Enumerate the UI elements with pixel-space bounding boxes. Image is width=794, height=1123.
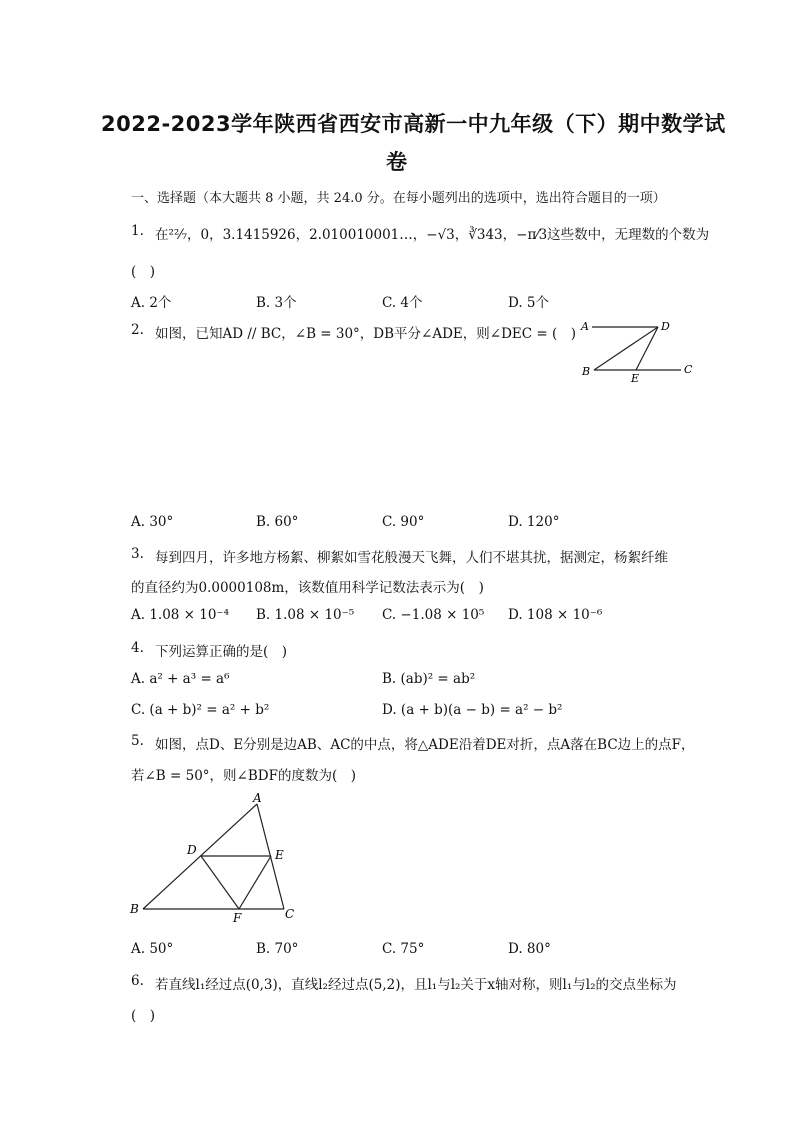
page-title-line2: 卷	[386, 150, 408, 174]
question-2-option-d: D. 120°	[508, 514, 560, 530]
question-1-option-a: A. 2个	[131, 295, 172, 311]
question-6-text: 若直线l₁经过点(0,3)，直线l₂经过点(5,2)，且l₁与l₂关于x轴对称，则l₁与l₂的交点坐标为	[155, 977, 677, 993]
label-d: D	[187, 843, 197, 857]
question-4-option-b: B. (ab)² = ab²	[382, 671, 476, 687]
label-e: E	[275, 848, 284, 862]
question-1-bracket: ( )	[131, 264, 156, 280]
label-a: A	[581, 320, 589, 333]
question-5-option-a: A. 50°	[131, 941, 174, 957]
question-3-text-line2: 的直径约为0.0000108m，该数值用科学记数法表示为( )	[131, 580, 484, 596]
question-4-number: 4.	[131, 640, 144, 656]
question-2-figure	[578, 315, 698, 385]
question-2-option-c: C. 90°	[382, 514, 425, 530]
question-3-number: 3.	[131, 546, 144, 562]
page-title-line1: 2022-2023学年陕西省西安市高新一中九年级（下）期中数学试	[101, 112, 726, 136]
question-5-text-line2: 若∠B = 50°，则∠BDF的度数为( )	[131, 768, 357, 784]
question-3-option-b: B. 1.08 × 10⁻⁵	[256, 607, 355, 623]
label-c: C	[684, 363, 693, 376]
label-a: A	[253, 791, 262, 805]
section-header: 一、选择题（本大题共 8 小题，共 24.0 分。在每小题列出的选项中，选出符合题目的一项）	[131, 191, 666, 206]
question-6-number: 6.	[131, 973, 144, 989]
segment-df	[201, 856, 239, 909]
question-3-text-line1: 每到四月，许多地方杨絮、柳絮如雪花般漫天飞舞，人们不堪其扰，据测定，杨絮纤维	[155, 550, 668, 566]
question-2-text: 如图，已知AD // BC，∠B = 30°，DB平分∠ADE，则∠DEC = ( )	[155, 326, 577, 342]
question-4-option-c: C. (a + b)² = a² + b²	[131, 702, 270, 718]
question-2-option-a: A. 30°	[131, 514, 174, 530]
question-3-option-d: D. 108 × 10⁻⁶	[508, 607, 603, 623]
question-5-figure	[125, 790, 310, 925]
segment-ef	[239, 856, 271, 909]
question-6-bracket: ( )	[131, 1008, 156, 1024]
label-d: D	[661, 320, 670, 333]
question-3-option-a: A. 1.08 × 10⁻⁴	[131, 607, 230, 623]
line-de	[636, 327, 658, 370]
question-4-option-a: A. a² + a³ = a⁶	[131, 671, 230, 687]
label-c: C	[285, 907, 295, 921]
question-1-option-c: C. 4个	[382, 295, 423, 311]
question-2-option-b: B. 60°	[256, 514, 299, 530]
question-5-text-line1: 如图，点D、E分别是边AB、AC的中点，将△ADE沿着DE对折，点A落在BC边上的点F，	[155, 737, 695, 753]
question-5-option-d: D. 80°	[508, 941, 551, 957]
question-1-number: 1.	[131, 223, 144, 239]
question-5-option-b: B. 70°	[256, 941, 299, 957]
question-5-option-c: C. 75°	[382, 941, 425, 957]
question-1-option-d: D. 5个	[508, 295, 550, 311]
question-3-option-c: C. −1.08 × 10⁵	[382, 607, 485, 623]
question-5-number: 5.	[131, 733, 144, 749]
question-1-text: 在²²⁄₇，0，3.1415926，2.010010001…，−√3，∛343，−π⁄3这些数中，无理数的个数为	[155, 227, 710, 243]
label-f: F	[233, 911, 242, 925]
question-4-option-d: D. (a + b)(a − b) = a² − b²	[382, 702, 563, 718]
line-bd	[594, 327, 658, 370]
question-2-number: 2.	[131, 322, 144, 338]
label-e: E	[631, 372, 640, 385]
question-4-text: 下列运算正确的是( )	[155, 644, 288, 660]
label-b: B	[130, 902, 139, 916]
label-b: B	[582, 365, 591, 378]
question-1-option-b: B. 3个	[256, 295, 297, 311]
